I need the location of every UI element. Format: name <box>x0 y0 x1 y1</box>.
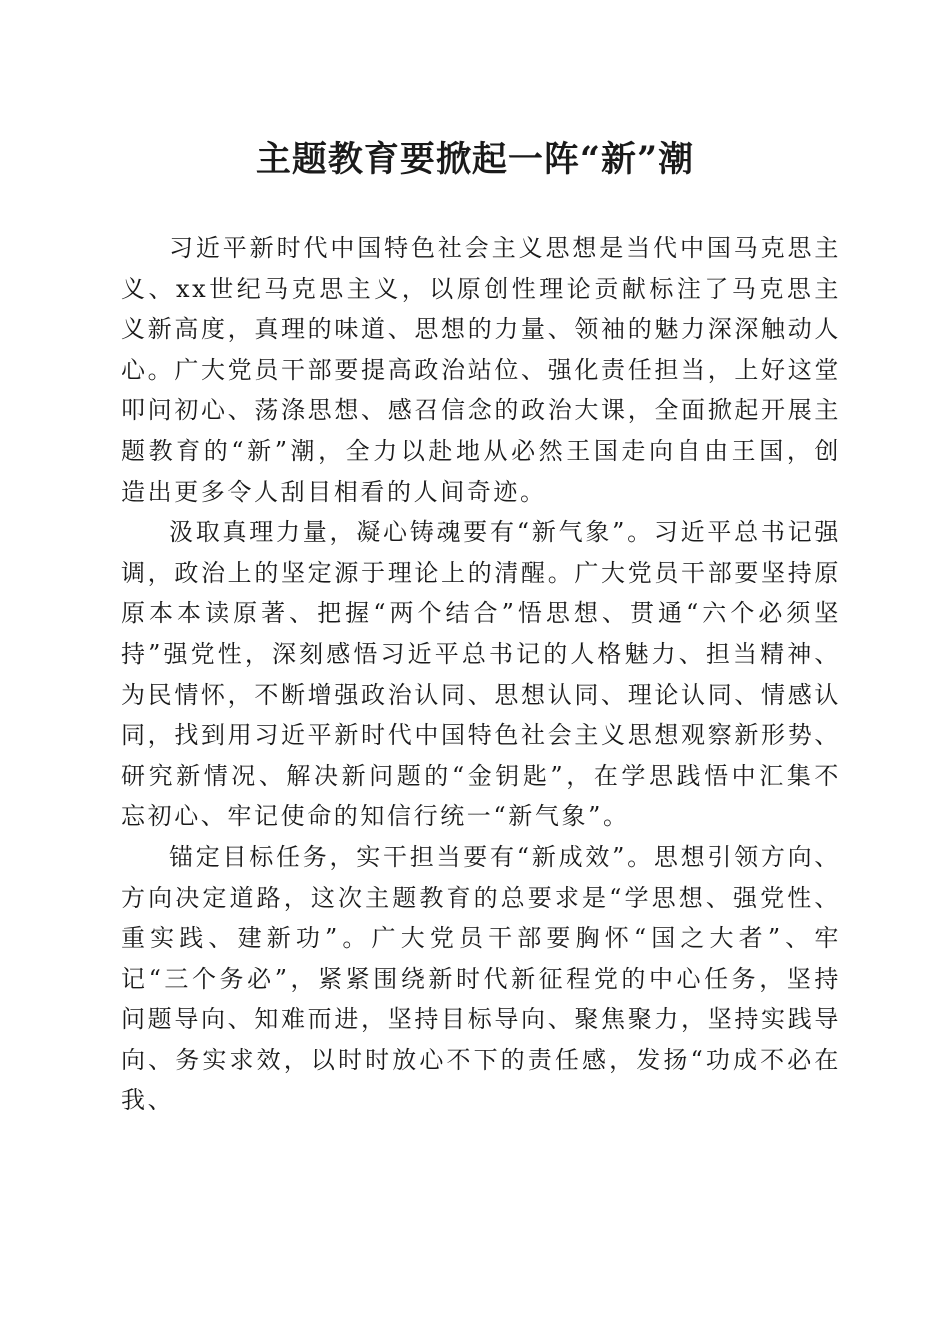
document-title: 主题教育要掀起一阵“新”潮 <box>255 139 695 180</box>
document-body <box>121 228 841 1121</box>
paragraph-2: 汲取真理力量，凝心铸魂要有“新气象”。习近平总书记强调，政治上的坚定源于理论上的清醒。广大党员干部要坚持原原本本读原著、把握“两个结合”悟思想、贯通“六个必须坚持”强党性，深刻感悟习近平总书记的人格魅力、担当精神、为民情怀，不断增强政治认同、思想认同、理论认同、情感认同，找到用习近平新时代中国特色社会主义思想观察新形势、研究新情况、解决新问题的“金钥匙”，在学思践悟中汇集不忘初心、牢记使命的知信行统一“新气象”。 <box>121 518 841 831</box>
paragraph-1: 习近平新时代中国特色社会主义思想是当代中国马克思主义、xx世纪马克思主义，以原创性理论贡献标注了马克思主义新高度，真理的味道、思想的力量、领袖的魅力深深触动人心。广大党员干部要提高政治站位、强化责任担当，上好这堂叩问初心、荡涤思想、感召信念的政治大课，全面掀起开展主题教育的“新”潮，全力以赴地从必然王国走向自由王国，创造出更多令人刮目相看的人间奇迹。 <box>121 234 841 506</box>
paragraph-3: 锚定目标任务，实干担当要有“新成效”。思想引领方向、方向决定道路，这次主题教育的总要求是“学思想、强党性、重实践、建新功”。广大党员干部要胸怀“国之大者”、牢记“三个务必”，紧紧围绕新时代新征程党的中心任务，坚持问题导向、知难而进，坚持目标导向、聚焦聚力，坚持实践导向、务实求效，以时时放心不下的责任感，发扬“功成不必在我、 <box>121 842 841 1115</box>
